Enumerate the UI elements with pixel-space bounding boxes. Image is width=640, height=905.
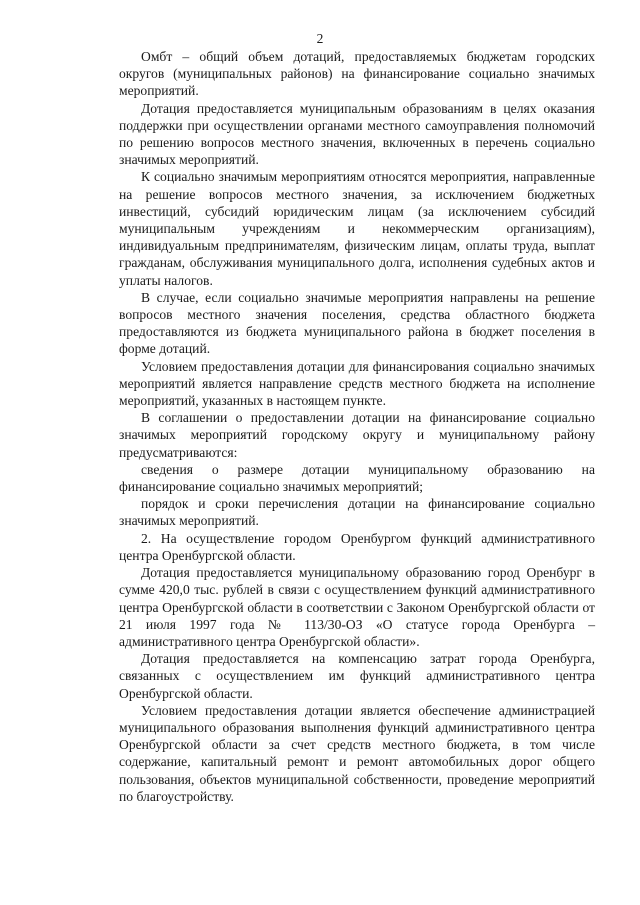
paragraph-orenburg-amount: Дотация предоставляется муниципальному образованию город Оренбург в сумме 420,0 тыс. рублей в связи с осуществлением функций административного центра Оренбургской области в соответствии с Законом Оренбургской области от 21 июля 1997 года № 113/30-ОЗ «О статусе города Оренбурга – административного центра Оренбургской области». — [119, 565, 595, 649]
paragraph-social-measures: К социально значимым мероприятиям относятся мероприятия, направленные на решение вопросов местного значения, за исключением бюджетных инвестиций, субсидий юридическим лицам (за исключением субсидий муниципальным учреждениям и некоммерческим организациям), индивидуальным предпринимателям, физическим лицам, оплаты труда, выплат гражданам, обслуживания муниципального долга, исполнения судебных актов и уплаты налогов. — [119, 169, 595, 288]
paragraph-condition-social: Условием предоставления дотации для финансирования социально значимых мероприятий является направление средств местного бюджета на исполнение мероприятий, указанных в настоящем пункте. — [119, 358, 595, 409]
paragraph-orenburg-condition: Условием предоставления дотации является обеспечение администрацией муниципального образования выполнения функций административного центра Оренбургской области за счет средств местного бюджета, в том числе содержание, капитальный ремонт и ремонт автомобильных дорог общего пользования, объектов муниципальной собственности, проведение мероприятий по благоустройству. — [119, 702, 595, 804]
page-number: 2 — [316, 31, 324, 46]
paragraph-section-2-heading: 2. На осуществление городом Оренбургом функций административного центра Оренбургской области. — [119, 530, 595, 563]
paragraph-agreement-order: порядок и сроки перечисления дотации на финансирование социально значимых мероприятий. — [119, 496, 595, 529]
paragraph-omb-definition: Омбт – общий объем дотаций, предоставляемых бюджетам городских округов (муниципальных районов) на финансирование социально значимых мероприятий. — [119, 49, 595, 99]
paragraph-settlement-case: В случае, если социально значимые мероприятия направлены на решение вопросов местного значения поселения, средства областного бюджета предоставляются из бюджета муниципального района в бюджет поселения в форме дотаций. — [119, 289, 595, 357]
paragraph-orenburg-compensation: Дотация предоставляется на компенсацию затрат города Оренбурга, связанных с осуществлением им функций административного центра Оренбургской области. — [119, 651, 595, 701]
document-body — [119, 48, 595, 805]
paragraph-agreement-size: сведения о размере дотации муниципальному образованию на финансирование социально значимых мероприятий; — [119, 461, 595, 495]
paragraph-dotation-purpose: Дотация предоставляется муниципальным образованиям в целях оказания поддержки при осуществлении органами местного самоуправления полномочий по решению вопросов местного значения, включенных в перечень социально значимых мероприятий. — [119, 100, 595, 168]
paragraph-agreement: В соглашении о предоставлении дотации на финансирование социально значимых мероприятий городскому округу и муниципальному району предусматриваются: — [119, 410, 595, 460]
